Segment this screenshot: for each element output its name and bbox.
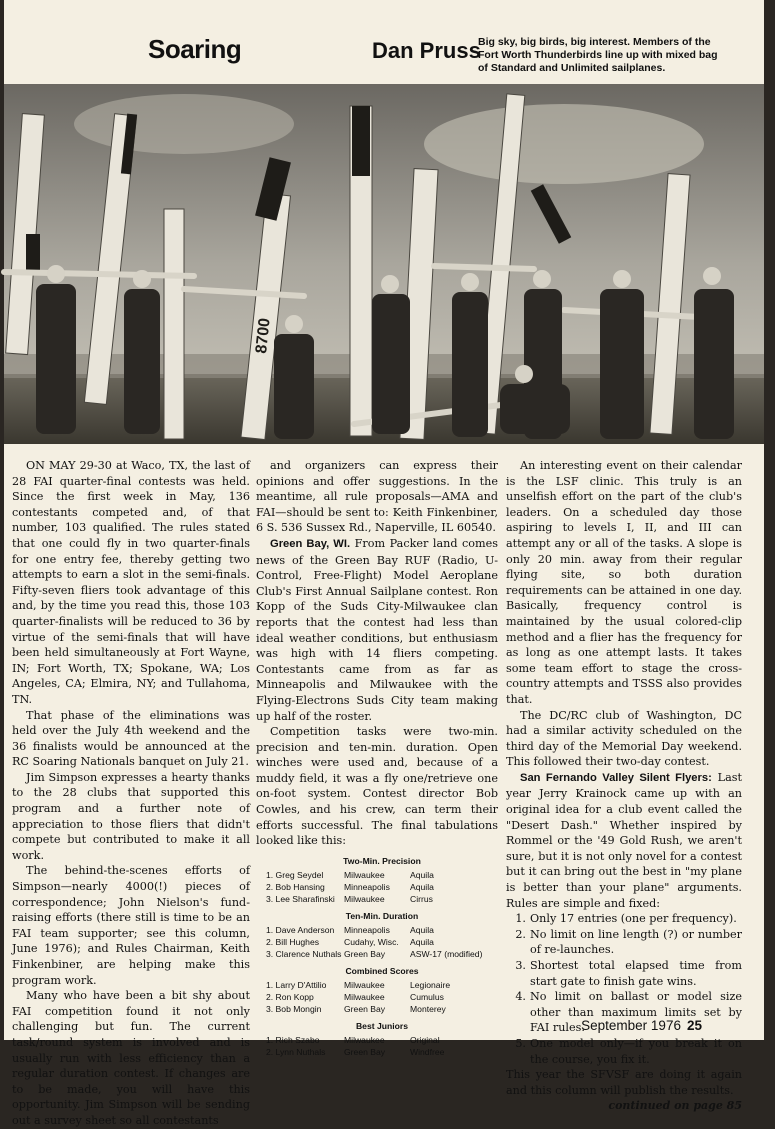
article-paragraph: An interesting event on their calendar is the LSF clinic. This truly is an unselfish effort on the part of the club's leaders. On a scheduled day those aspiring to levels I, II, and III can attempt any or all of the tasks. A slope is only 20 min. away from their regular flying site, so both duration requirements can be attained in one day. Basically, frequency control is maintained by the usual colored-clip method and a flier has the frequency for as long as one attempt lasts. It takes some team effort to stage the cross-country attempts and TSSS also provides that. [506, 459, 742, 706]
table-cell: 1. Rich Szabo [266, 1034, 320, 1045]
table-cell: Aquila [410, 936, 434, 947]
table-cell: Cirrus [410, 893, 433, 904]
article-paragraph: ON MAY 29-30 at Waco, TX, the last of 28 FAI quarter-final contests was held. Since the first week in May, 136 contestants competed and, of that number, 103 qualified. The rules stated that one could fly in two quarter-finals for one entry fee, thereby getting two attempts to earn a slot in the semi-finals. Fifty-seven fliers took advantage of this and, by the time you read this, those 103 quarter-finalists will be reduced to 36 by virtue of the semi-finals that will have been held simultaneously at Fort Wayne, IN; Fort Worth, TX; Spokane, WA; Los Angeles, CA; Elmira, NY; and Tullahoma, TN. [12, 459, 250, 706]
table-cell: 1. Dave Anderson [266, 924, 335, 935]
section-title: Soaring [148, 34, 242, 64]
table-cell: Green Bay [344, 1003, 386, 1014]
table-cell: Cudahy, Wisc. [344, 936, 399, 947]
table-row [266, 936, 498, 948]
list-item: 1. Only 17 entries (one per frequency). [515, 912, 737, 926]
table-cell: 3. Lee Sharafinski [266, 893, 335, 904]
author-name: Dan Pruss [372, 38, 481, 63]
inline-heading: San Fernando Valley Silent Flyers: [520, 771, 712, 784]
table-cell: Legionaire [410, 979, 451, 990]
issue-date: September 1976 [581, 1018, 681, 1033]
continued-note: continued on page 85 [608, 1099, 742, 1113]
article-paragraph: This year the SFVSF are doing it again and this column will publish the results. [506, 1068, 742, 1097]
table-cell: Monterey [410, 1003, 446, 1014]
column-2 [256, 458, 498, 1058]
table-cell: Aquila [410, 881, 434, 892]
table-cell: 2. Lynn Nuthals [266, 1046, 326, 1057]
page-number: 25 [686, 1018, 702, 1033]
table-cell: Aquila [410, 869, 434, 880]
table-cell: Original [410, 1034, 440, 1045]
table-row [266, 924, 498, 936]
tail-number: 8700 [253, 317, 274, 355]
photo-caption: Big sky, big birds, big interest. Members of the Fort Worth Thunderbirds line up with mixed bag of Standard and Unlimited sailplanes. [478, 36, 718, 74]
table-row [266, 991, 498, 1003]
table-cell: Milwaukee [344, 991, 385, 1002]
table-cell: 2. Bob Hansing [266, 881, 325, 892]
table-cell: Aquila [410, 924, 434, 935]
results-section-title: Two-Min. Precision [343, 855, 421, 866]
results-section-title: Best Juniors [355, 1020, 409, 1031]
table-cell: Green Bay [344, 1046, 386, 1057]
rules-list [506, 911, 742, 1067]
magazine-page [4, 0, 764, 1127]
table-cell: Milwaukee [344, 869, 385, 880]
table-cell: 3. Clarence Nuthals [266, 948, 342, 959]
table-cell: 1. Greg Seydel [266, 869, 324, 880]
results-section-title: Combined Scores [345, 965, 419, 976]
article-paragraph: Jim Simpson expresses a hearty thanks to the 28 clubs that supported this program and a further note of appreciation to those fliers that didn't compete but contributed to make it all work. [12, 770, 250, 862]
table-cell: Minneapolis [344, 881, 390, 892]
table-cell: 2. Ron Kopp [266, 991, 314, 1002]
table-cell: Green Bay [344, 948, 386, 959]
results-section-title: Ten-Min. Duration [345, 910, 419, 921]
table-cell: Cumulus [410, 991, 444, 1002]
table-row [266, 1034, 498, 1046]
article-paragraph: Green Bay, WI. From Packer land comes news of the Green Bay RUF (Radio, U-Control, Free-Flight) Model Aeroplane Club's First Annual Sailplane contest. Ron Kopp of the Suds City-Milwaukee clan reports that the contest had less than ideal weather conditions, but enthusiasm was high with 14 fliers competing. Contestants came from as far as Minneapolis and Milwaukee with the Flying-Electrons Suds City team making up half of the roster. [256, 536, 498, 723]
table-row [266, 893, 498, 905]
list-item: 3. Shortest total elapsed time from start gate to finish gate wins. [515, 959, 742, 988]
table-row [266, 1046, 498, 1058]
column-3 [506, 458, 742, 1114]
table-cell: ASW-17 (modified) [410, 948, 483, 959]
article-paragraph: Many who have been a bit shy about FAI competition found it not only challenging but fun. The current task/round system is involved and is usually run with less efficiency than a regular duration contest. If changes are to be made, you will have this opportunity. Jim Simpson will be sending out a survey sheet so all contestants [12, 989, 250, 1127]
table-cell: 1. Larry D'Attilio [266, 979, 327, 990]
article-paragraph: That phase of the eliminations was held over the July 4th weekend and the 36 finalists would be announced at the RC Soaring Nationals banquet on July 21. [12, 708, 250, 769]
table-cell: Milwaukee [344, 893, 385, 904]
table-cell: Windfree [410, 1046, 445, 1057]
table-row [266, 881, 498, 893]
list-item: 5. One model only—if you break it on the course, you fix it. [515, 1036, 742, 1066]
table-cell: Minneapolis [344, 924, 390, 935]
table-cell: Milwaukee [344, 1034, 385, 1045]
column-1 [12, 458, 250, 1129]
article-paragraph: Competition tasks were two-min. precision and ten-min. duration. Open winches were used and, because of a muddy field, it was a fly one/retrieve one on-foot system. Contest director Bob Cowles, and his crew, can term their efforts successful. The final tabulations looked like this: [256, 725, 498, 848]
list-item: 2. No limit on line length (?) or number of re-launches. [515, 927, 742, 957]
table-cell: 2. Bill Hughes [266, 936, 320, 947]
results-table [266, 855, 498, 1058]
sailplane-photo [4, 84, 764, 444]
table-cell: 3. Bob Mongin [266, 1003, 322, 1014]
article-paragraph: and organizers can express their opinions and offer suggestions. In the meantime, all rule proposals—AMA and FAI—should be sent to: Keith Finkenbiner, 6 S. 536 Sussex Rd., Naperville, IL 60540. [256, 459, 498, 535]
table-row [266, 869, 498, 881]
table-cell: Milwaukee [344, 979, 385, 990]
article-paragraph: San Fernando Valley Silent Flyers: Last year Jerry Krainock came up with an original idea for a club event called the "Desert Dash." Whether inspired by Rommel or the '49 Gold Rush, we aren't sure, but it is not only novel for a contest but it can bring out the best in "my plane is better than your plane" arguments. Rules are simple and fixed: [506, 770, 742, 910]
article-paragraph: The behind-the-scenes efforts of Simpson—nearly 4000(!) pieces of correspondence; John Nielson's fund-raising efforts (there still is time to be an FAI team supporter; see this column, June 1976); and Rules Chairman, Keith Finkenbiner, are helping make this program work. [12, 864, 250, 987]
list-item: 4. No limit on ballast or model size other than maximum limits set by FAI rules. [515, 990, 742, 1035]
table-row [266, 979, 498, 991]
table-row [266, 1003, 498, 1015]
page-footer [581, 1018, 702, 1033]
article-paragraph: The DC/RC club of Washington, DC had a similar activity scheduled on the third day of the Memorial Day weekend. This followed their two-day contest. [506, 708, 742, 769]
table-row [266, 948, 498, 960]
inline-heading: Green Bay, WI. [270, 537, 351, 550]
